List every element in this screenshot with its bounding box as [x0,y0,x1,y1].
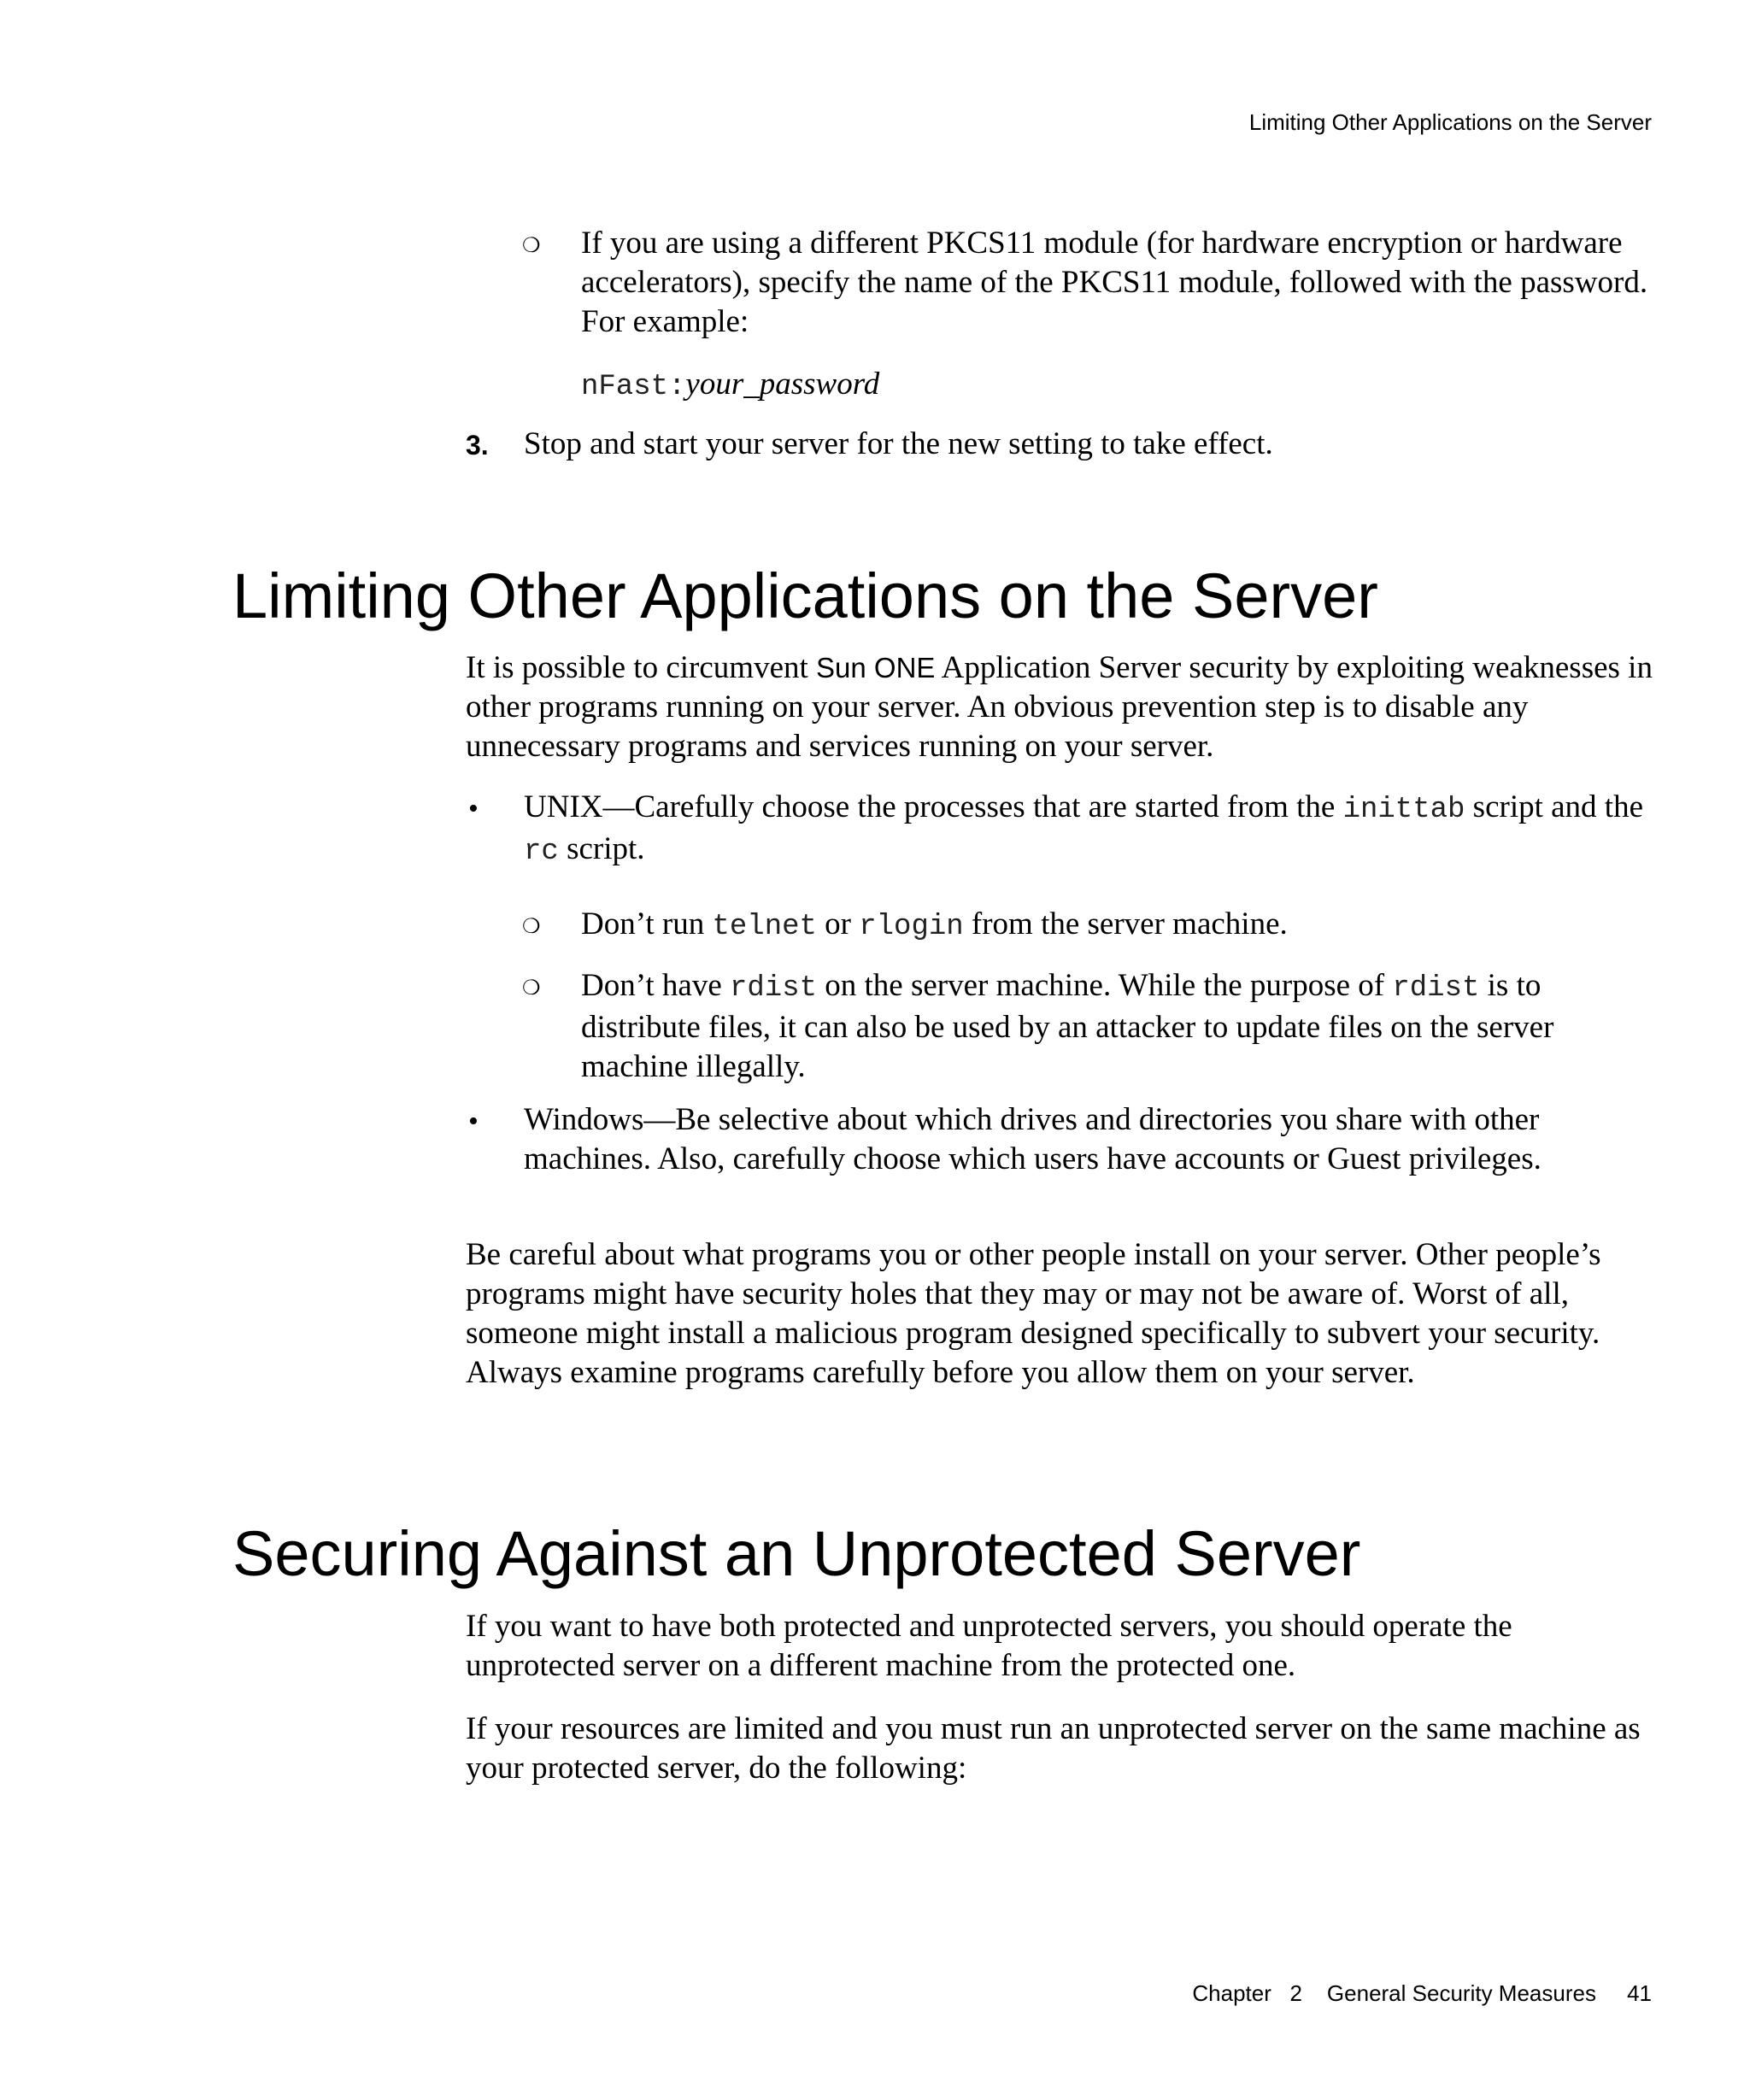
section2-paragraph-2: If your resources are limited and you must run an unprotected server on the same machine as your protected server, do the following: [466,1711,1641,1786]
circle-bullet-icon: ❍ [522,916,541,938]
section-heading-limiting: Limiting Other Applications on the Server [232,560,1378,631]
page-footer [1192,1980,1652,2007]
bullet-icon: • [468,793,479,824]
pkcs11-item-text: If you are using a different PKCS11 module (for hardware encryption or hardware accelerators), specify the name of the PKCS11 module, followed with the password. For example: [581,226,1648,339]
step-text: Stop and start your server for the new setting to take effect. [524,426,1273,461]
section1-closing: Be careful about what programs you or other people install on your server. Other people’s programs might have security holes that they may or may not be aware of. Worst of all, someone might install a malicious program designed specifically to subvert your security. Always examine programs carefully before you allow them on your server. [466,1237,1601,1390]
bullet-icon: • [468,1106,479,1137]
code-rlogin: rlogin [859,911,964,943]
code-rdist: rdist [730,972,818,1005]
footer-page-number: 41 [1627,1980,1652,2006]
code-example [581,365,879,407]
telnet-item: Don’t run telnet or rlogin from the server machine. [581,906,1288,943]
code-nfast: nFast: [581,371,686,403]
circle-bullet-icon: ❍ [522,235,541,257]
circle-bullet-icon: ❍ [522,977,541,1000]
code-rc: rc [524,836,559,868]
section1-intro: It is possible to circumvent Sun ONE Application Server security by exploiting weaknesses in other programs running on your server. An obvious prevention step is to disable any unnecessary programs and services running on your server. [466,650,1653,764]
windows-bullet: Windows—Be selective about which drives and directories you share with other machines. Also, carefully choose which users have accounts or Guest privileges. [524,1102,1542,1176]
section-heading-securing: Securing Against an Unprotected Server [232,1518,1361,1589]
rdist-item: Don’t have rdist on the server machine. While the purpose of rdist is to distribute files, it can also be used by an attacker to update files on the server machine illegally. [581,968,1554,1084]
code-placeholder: your_password [685,367,880,402]
section2-paragraph-1: If you want to have both protected and unprotected servers, you should operate the unprotected server on a different machine from the protected one. [466,1609,1512,1683]
footer-chapter-label: Chapter [1192,1980,1271,2006]
footer-chapter-number: 2 [1289,1980,1303,2006]
unix-bullet: UNIX—Carefully choose the processes that are started from the inittab script and the rc script. [524,789,1643,868]
code-inittab: inittab [1342,794,1465,826]
running-header: Limiting Other Applications on the Server [1248,109,1652,135]
code-telnet: telnet [712,911,817,943]
brand-name: Sun ONE [816,652,936,683]
footer-chapter-title: General Security Measures [1326,1980,1596,2006]
step-number: 3. [466,430,489,460]
code-rdist: rdist [1392,972,1480,1005]
